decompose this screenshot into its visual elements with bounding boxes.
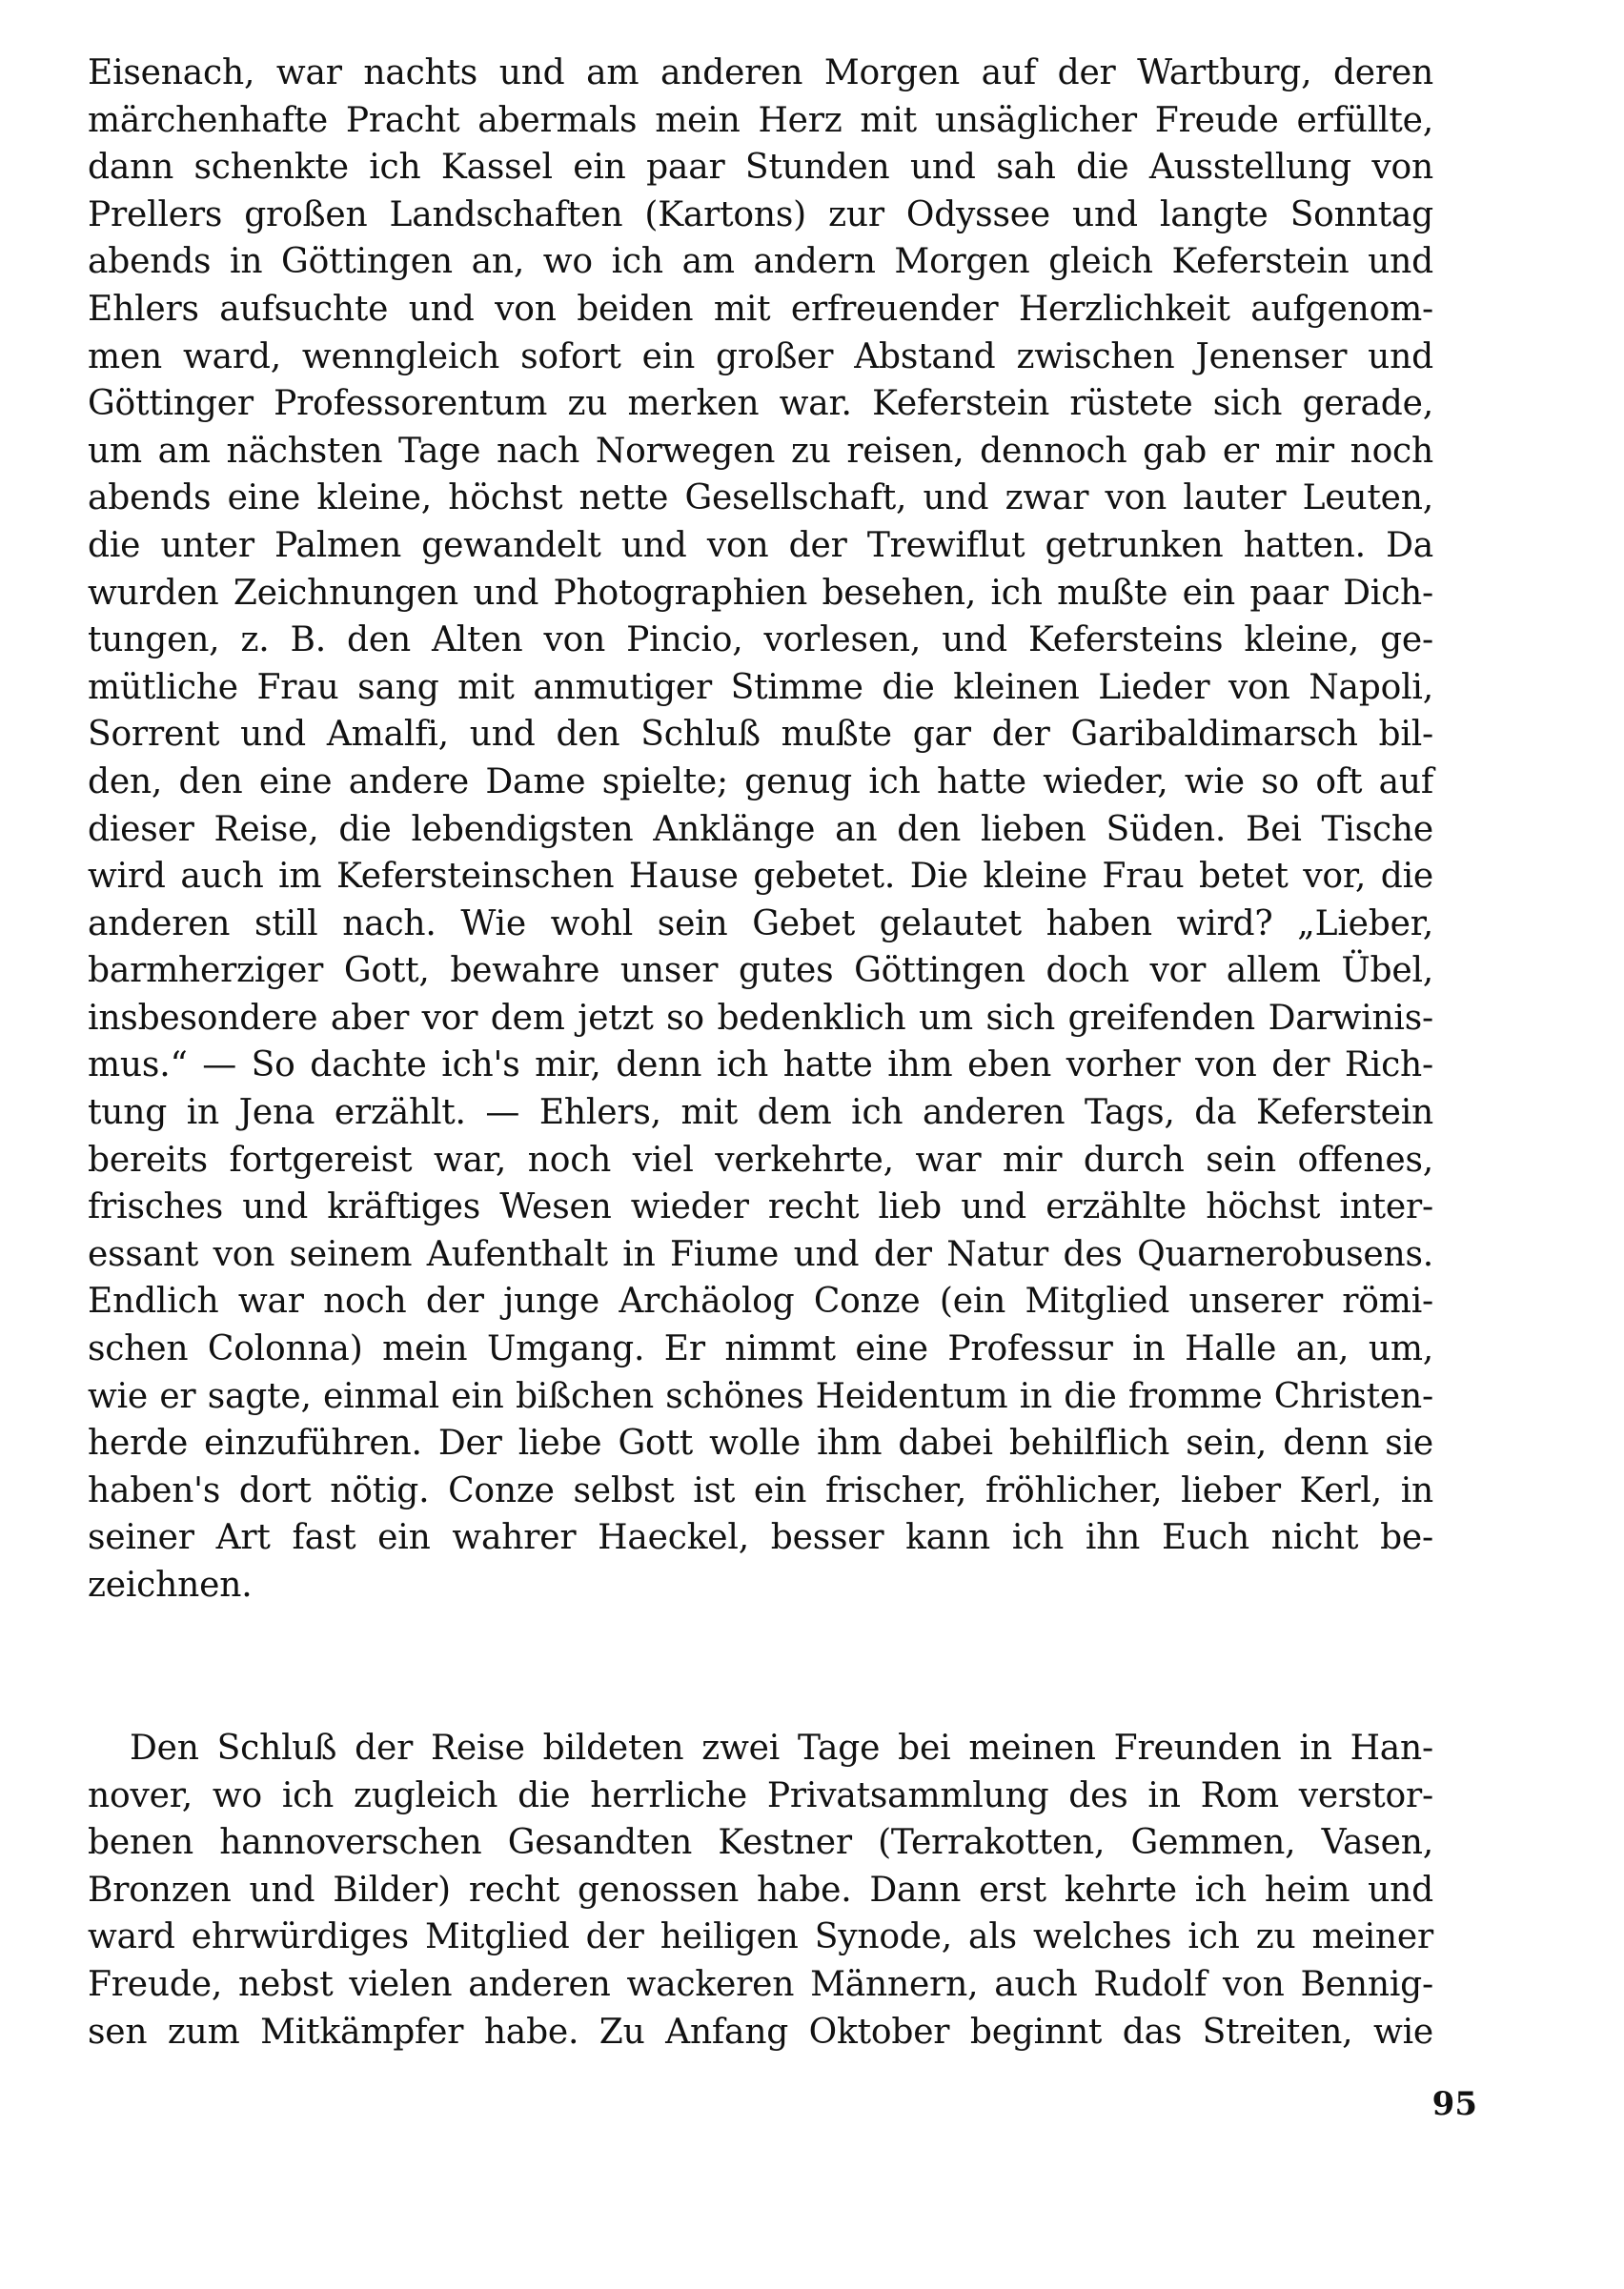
text-line: Bronzen und Bilder) recht genossen habe. Dann erst kehrte ich heim und — [88, 1870, 1433, 1910]
text-line: um am nächsten Tage nach Norwegen zu reisen, dennoch gab er mir noch — [88, 431, 1433, 471]
text-line: sen zum Mitkämpfer habe. Zu Anfang Oktober beginnt das Streiten, wie — [88, 2012, 1433, 2052]
paragraph-1 — [88, 50, 1433, 1610]
text-line: Göttinger Professorentum zu merken war. Keferstein rüstete sich gerade, — [88, 384, 1433, 424]
text-line: nover, wo ich zugleich die herrliche Privatsammlung des in Rom verstor- — [88, 1775, 1433, 1815]
text-line: haben's dort nötig. Conze selbst ist ein frischer, fröhlicher, lieber Kerl, in — [88, 1470, 1433, 1510]
text-line: Ehlers aufsuchte und von beiden mit erfreuender Herzlichkeit aufgenom- — [88, 289, 1433, 329]
text-line: frisches und kräftiges Wesen wieder recht lieb und erzählte höchst inter- — [88, 1187, 1433, 1227]
text-line: mütliche Frau sang mit anmutiger Stimme die kleinen Lieder von Napoli, — [88, 667, 1433, 707]
text-line: herde einzuführen. Der liebe Gott wolle ihm dabei behilflich sein, denn sie — [88, 1424, 1433, 1464]
text-line: wie er sagte, einmal ein bißchen schönes Heidentum in die fromme Christen- — [88, 1376, 1433, 1416]
page-number: 95 — [1431, 2085, 1477, 2123]
text-line: Eisenach, war nachts und am anderen Morgen auf der Wartburg, deren — [88, 53, 1433, 92]
text-line: dieser Reise, die lebendigsten Anklänge an den lieben Süden. Bei Tische — [88, 809, 1433, 849]
text-line: seiner Art fast ein wahrer Haeckel, besser kann ich ihn Euch nicht be- — [88, 1518, 1433, 1558]
text-line: ward ehrwürdiges Mitglied der heiligen Synode, als welches ich zu meiner — [88, 1917, 1433, 1957]
text-line: dann schenkte ich Kassel ein paar Stunden und sah die Ausstellung von — [88, 148, 1433, 188]
text-line: abends in Göttingen an, wo ich am andern Morgen gleich Keferstein und — [88, 242, 1433, 282]
text-line: zeichnen. — [88, 1566, 253, 1605]
text-line: Freude, nebst vielen anderen wackeren Männern, auch Rudolf von Bennig- — [88, 1964, 1433, 2004]
text-line: bereits fortgereist war, noch viel verkehrte, war mir durch sein offenes, — [88, 1140, 1433, 1180]
text-line: Den Schluß der Reise bildeten zwei Tage bei meinen Freunden in Han- — [130, 1729, 1433, 1768]
text-line: schen Colonna) mein Umgang. Er nimmt eine Professur in Halle an, um, — [88, 1329, 1433, 1369]
text-line: essant von seinem Aufenthalt in Fiume und der Natur des Quarnerobusens. — [88, 1234, 1433, 1274]
text-line: Prellers großen Landschaften (Kartons) zur Odyssee und langte Sonntag — [88, 194, 1433, 234]
text-line: benen hannoverschen Gesandten Kestner (Terrakotten, Gemmen, Vasen, — [88, 1823, 1433, 1863]
text-line: insbesondere aber vor dem jetzt so bedenklich um sich greifenden Darwinis- — [88, 998, 1433, 1038]
text-line: barmherziger Gott, bewahre unser gutes Göttingen doch vor allem Übel, — [88, 951, 1433, 991]
text-line: tungen, z. B. den Alten von Pincio, vorlesen, und Kefersteins kleine, ge- — [88, 620, 1433, 660]
text-line: märchenhafte Pracht abermals mein Herz mit unsäglicher Freude erfüllte, — [88, 100, 1433, 140]
text-line: mus.“ — So dachte ich's mir, denn ich hatte ihm eben vorher von der Rich- — [88, 1045, 1433, 1085]
text-line: Endlich war noch der junge Archäolog Conze (ein Mitglied unserer römi- — [88, 1282, 1433, 1322]
paragraph-2 — [88, 1725, 1433, 2056]
text-line: wurden Zeichnungen und Photographien besehen, ich mußte ein paar Dich- — [88, 573, 1433, 613]
text-line: abends eine kleine, höchst nette Gesellschaft, und zwar von lauter Leuten, — [88, 478, 1433, 518]
text-line: den, den eine andere Dame spielte; genug ich hatte wieder, wie so oft auf — [88, 761, 1433, 801]
text-line: men ward, wenngleich sofort ein großer Abstand zwischen Jenenser und — [88, 336, 1433, 376]
text-line: tung in Jena erzählt. — Ehlers, mit dem ich anderen Tags, da Keferstein — [88, 1093, 1433, 1133]
text-line: Sorrent und Amalfi, und den Schluß mußte gar der Garibaldimarsch bil- — [88, 715, 1433, 755]
text-line: anderen still nach. Wie wohl sein Gebet gelautet haben wird? „Lieber, — [88, 903, 1433, 943]
text-line: wird auch im Kefersteinschen Hause gebetet. Die kleine Frau betet vor, die — [88, 857, 1433, 897]
text-line: die unter Palmen gewandelt und von der Trewiflut getrunken hatten. Da — [88, 525, 1433, 565]
